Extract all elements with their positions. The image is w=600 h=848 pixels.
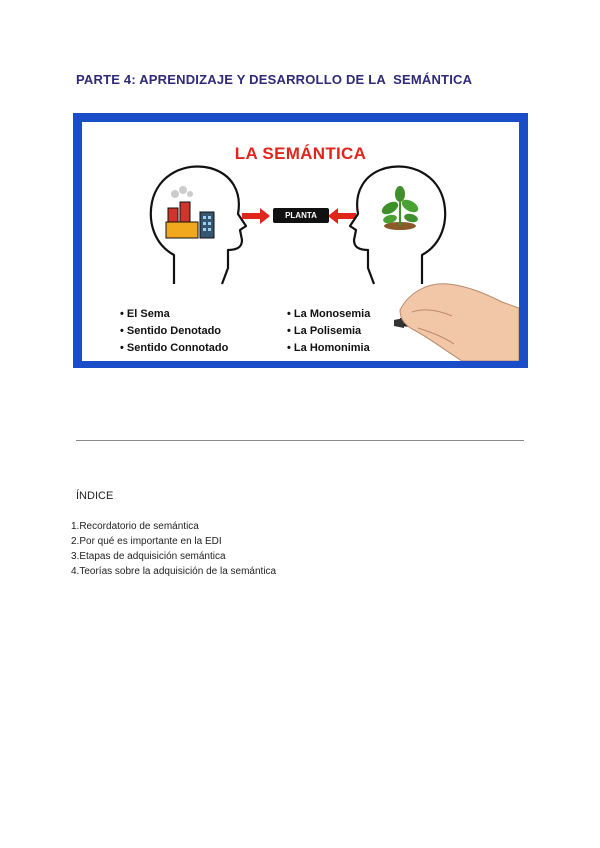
hand-with-marker-icon bbox=[394, 284, 519, 361]
list-item: • La Monosemia bbox=[287, 306, 370, 323]
index-item: 2.Por qué es importante en la EDI bbox=[71, 536, 222, 547]
page-heading: PARTE 4: APRENDIZAJE Y DESARROLLO DE LA SEMÁNTICA bbox=[76, 72, 473, 87]
list-item: • Sentido Denotado bbox=[120, 323, 228, 340]
illustration-title: LA SEMÁNTICA bbox=[234, 144, 367, 163]
arrow-right-icon bbox=[242, 208, 270, 224]
list-item: • El Sema bbox=[120, 306, 228, 323]
horizontal-divider bbox=[76, 440, 524, 441]
index-list bbox=[71, 519, 276, 579]
left-bullet-list bbox=[120, 306, 228, 357]
index-item: 3.Etapas de adquisición semántica bbox=[71, 551, 226, 562]
list-item: • Sentido Connotado bbox=[120, 340, 228, 357]
semantics-illustration bbox=[73, 113, 528, 368]
index-item: 4.Teorías sobre la adquisición de la semántica bbox=[71, 566, 277, 577]
right-bullet-list bbox=[287, 306, 370, 357]
factory-icon bbox=[166, 186, 214, 238]
planta-label: PLANTA bbox=[273, 208, 329, 223]
list-item: • La Polisemia bbox=[287, 323, 370, 340]
illustration-panel bbox=[82, 122, 519, 361]
index-title: ÍNDICE bbox=[76, 490, 114, 502]
plant-icon bbox=[380, 186, 421, 230]
list-item: • La Homonimia bbox=[287, 340, 370, 357]
index-item: 1.Recordatorio de semántica bbox=[71, 521, 199, 532]
